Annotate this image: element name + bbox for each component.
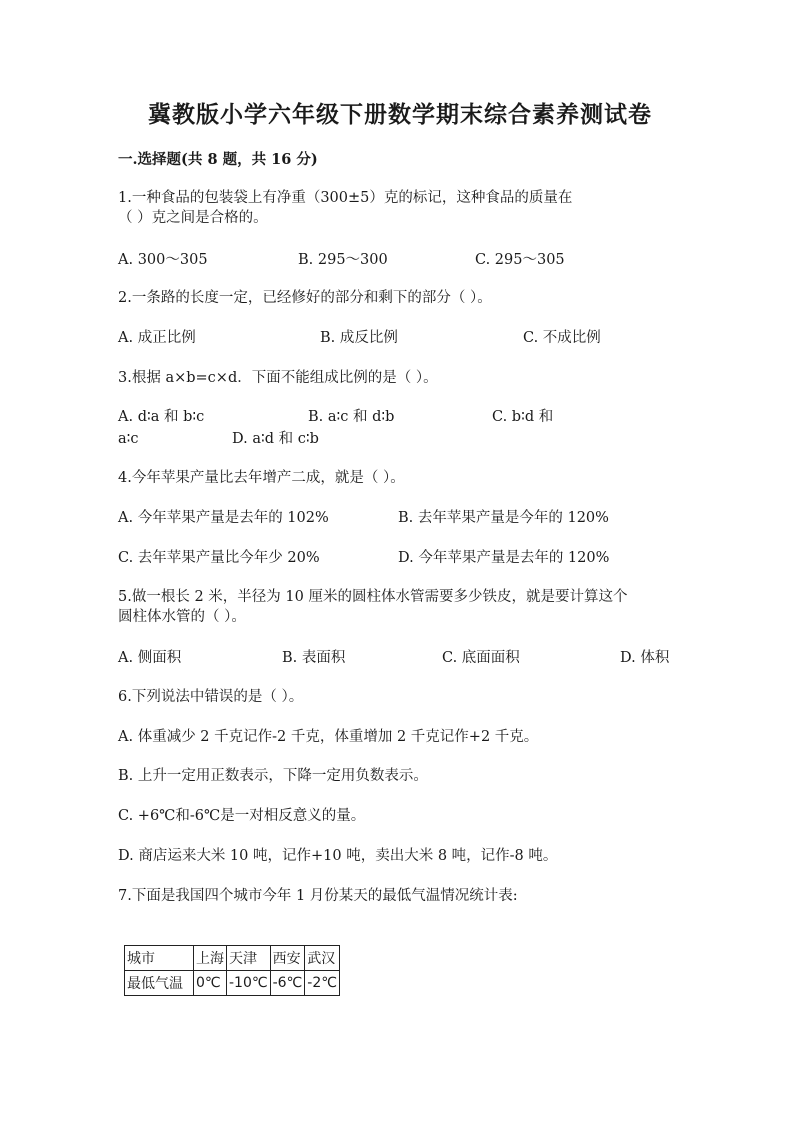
question-1-option-a: A. 300～305 [118,252,208,268]
table-cell: 天津 [227,946,271,971]
table-cell: 最低气温 [125,971,194,996]
question-1-option-b: B. 295～300 [298,252,388,268]
question-5-option-d: D. 体积 [620,650,670,666]
question-3-option-a: A. d∶a 和 b∶c [118,409,205,425]
temperature-table [124,945,340,996]
question-5-option-a: A. 侧面积 [118,650,182,666]
question-6-option-c: C. +6℃和-6℃是一对相反意义的量。 [118,808,366,824]
table-cell: -2℃ [305,971,340,996]
question-6-option-a: A. 体重减少 2 千克记作-2 千克，体重增加 2 千克记作+2 千克。 [118,729,539,745]
question-4-option-c: C. 去年苹果产量比今年少 20% [118,550,320,566]
table-cell: 上海 [194,946,227,971]
question-6-option-d: D. 商店运来大米 10 吨，记作+10 吨，卖出大米 8 吨，记作-8 吨。 [118,848,558,864]
question-3-option-c: C. b∶d 和 [492,409,554,425]
question-4-option-d: D. 今年苹果产量是去年的 120% [398,550,610,566]
table-cell: 城市 [125,946,194,971]
question-2-option-b: B. 成反比例 [320,330,398,346]
question-1-text-cont: （ ）克之间是合格的。 [118,210,268,226]
question-4-option-b: B. 去年苹果产量是今年的 120% [398,510,609,526]
question-5-option-c: C. 底面面积 [442,650,520,666]
table-cell: -10℃ [227,971,271,996]
question-1-option-c: C. 295～305 [475,252,565,268]
question-2-option-c: C. 不成比例 [523,330,601,346]
section-heading: 一.选择题(共 8 题，共 16 分) [118,151,318,168]
question-6-text: 6.下列说法中错误的是（ ）。 [118,689,304,705]
question-4-text: 4.今年苹果产量比去年增产二成，就是（ ）。 [118,470,405,486]
question-2-text: 2.一条路的长度一定，已经修好的部分和剩下的部分（ ）。 [118,290,492,306]
table-row [125,971,340,996]
question-3-text: 3.根据 a×b=c×d．下面不能组成比例的是（ ）。 [118,370,438,386]
page-title: 冀教版小学六年级下册数学期末综合素养测试卷 [148,101,652,128]
question-5-option-b: B. 表面积 [282,650,346,666]
question-4-option-a: A. 今年苹果产量是去年的 102% [118,510,329,526]
question-6-option-b: B. 上升一定用正数表示，下降一定用负数表示。 [118,768,428,784]
question-5-text-cont: 圆柱体水管的（ ）。 [118,609,246,625]
table-cell: 西安 [270,946,305,971]
table-cell: 0℃ [194,971,227,996]
question-1-text: 1.一种食品的包装袋上有净重（300±5）克的标记，这种食品的质量在 [118,190,573,206]
question-3-option-d: D. a∶d 和 c∶b [232,431,319,447]
table-cell: 武汉 [305,946,340,971]
question-7-text: 7.下面是我国四个城市今年 1 月份某天的最低气温情况统计表: [118,888,518,904]
question-3-option-b: B. a∶c 和 d∶b [308,409,395,425]
question-3-option-c-cont: a∶c [118,431,139,447]
question-5-text: 5.做一根长 2 米，半径为 10 厘米的圆柱体水管需要多少铁皮，就是要计算这个 [118,589,628,605]
table-header-row [125,946,340,971]
question-2-option-a: A. 成正比例 [118,330,196,346]
table-cell: -6℃ [270,971,305,996]
